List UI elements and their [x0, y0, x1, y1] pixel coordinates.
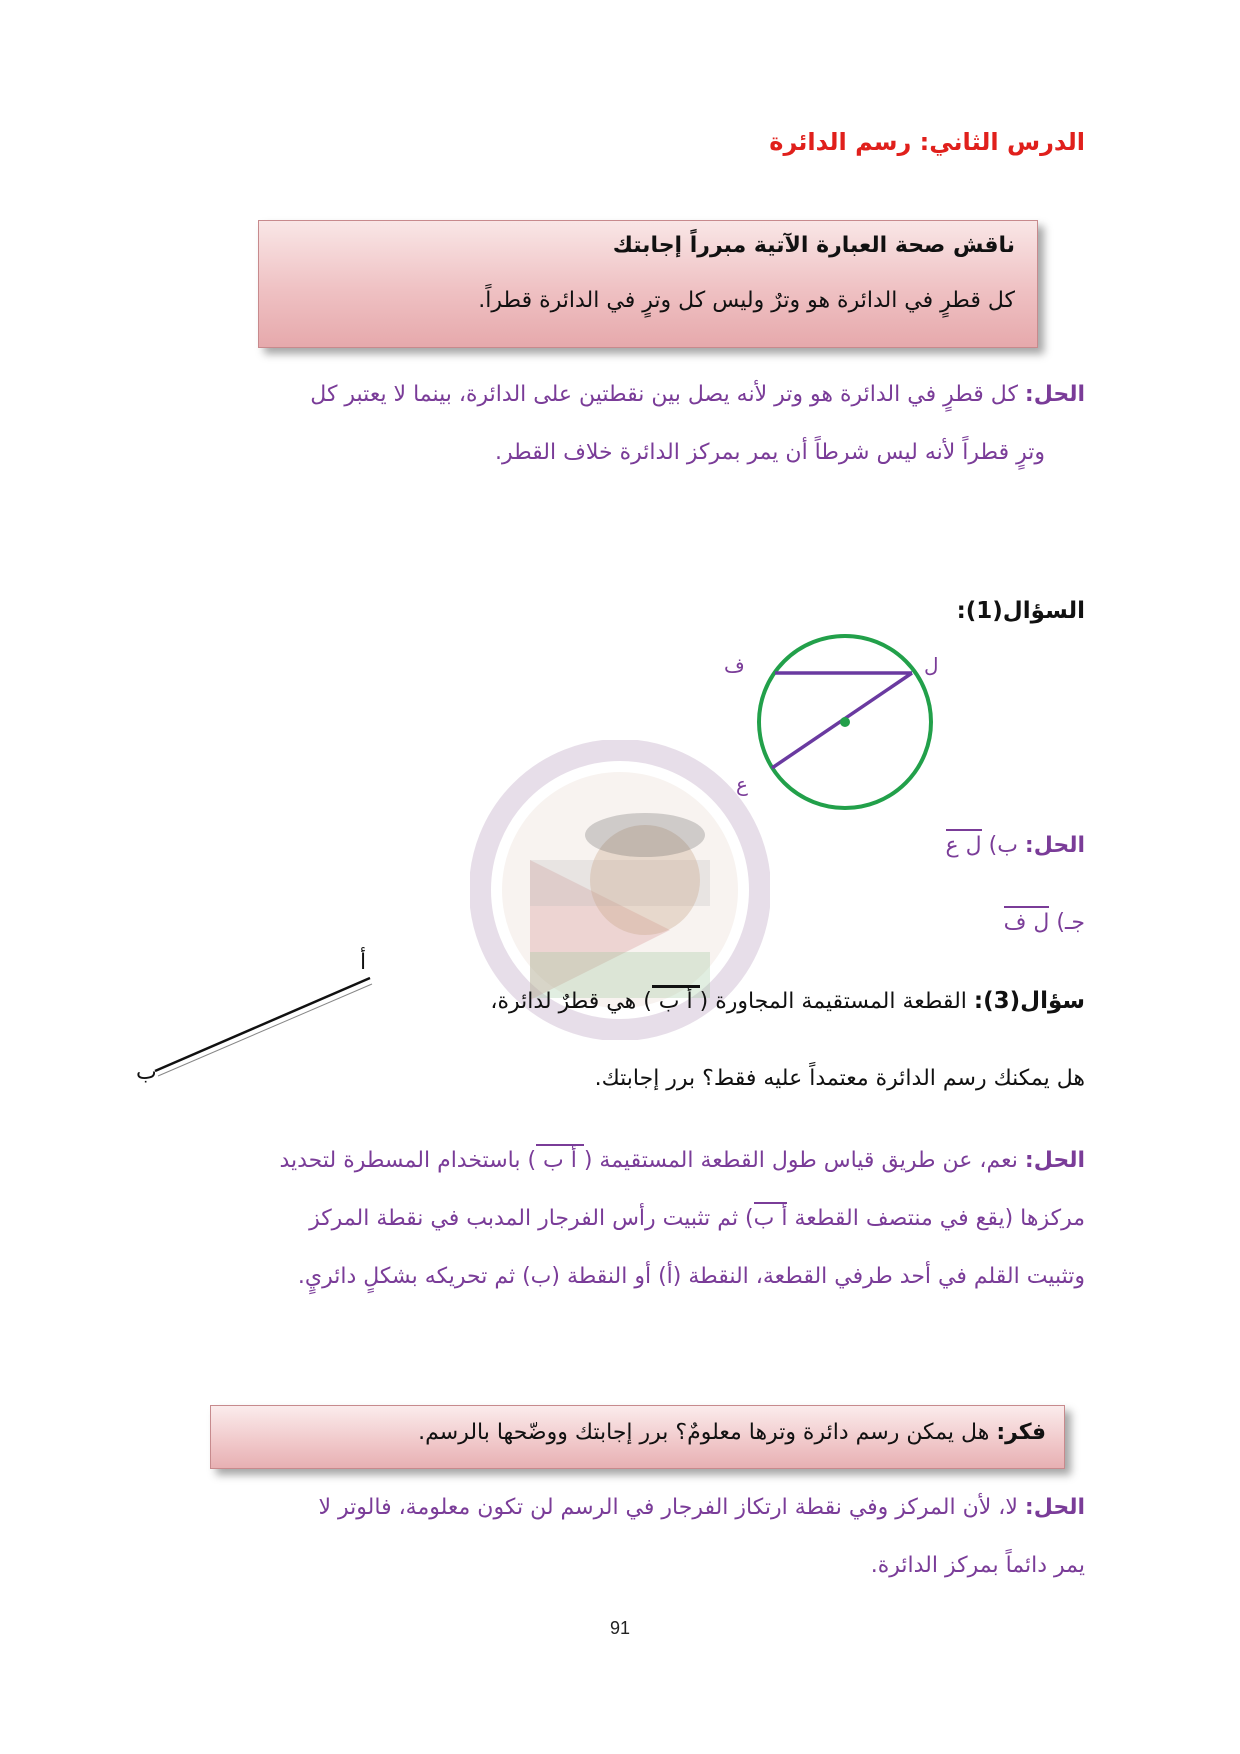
answer-b-prefix: ب)	[988, 833, 1018, 858]
solution-label: الحل:	[1024, 1495, 1085, 1520]
solution-4-line-2: يمر دائماً بمركز الدائرة.	[870, 1553, 1085, 1578]
segment-ab-solution-2: أ ب	[754, 1202, 788, 1231]
segment-lf: ل ف	[1004, 906, 1050, 935]
discuss-statement: كل قطرٍ في الدائرة هو وترٌ وليس كل وترٍ في الدائرة قطراً.	[478, 288, 1015, 313]
solution-3-line-3: وتثبيت القلم في أحد طرفي القطعة، النقطة (أ) أو النقطة (ب) ثم تحريكه بشكلٍ دائريٍ.	[297, 1264, 1085, 1289]
point-label-e: ع	[736, 772, 748, 796]
discuss-box	[258, 220, 1038, 348]
segment-ab-figure	[150, 960, 390, 1080]
question-1-label: السؤال(1):	[956, 598, 1085, 624]
question-3	[490, 988, 1085, 1014]
solution-4	[145, 1479, 1085, 1595]
think-question: هل يمكن رسم دائرة وترها معلومٌ؟ برر إجابتك ووضّحها بالرسم.	[418, 1420, 997, 1445]
solution-1	[165, 366, 1085, 482]
solution-1-text-1: كل قطرٍ في الدائرة هو وتر لأنه يصل بين نقطتين على الدائرة، بينما لا يعتبر كل	[310, 382, 1025, 407]
segment-ab	[155, 978, 370, 1071]
answer-label: الحل:	[1024, 833, 1085, 858]
think-label: فكر:	[996, 1420, 1046, 1445]
point-label-a: أ	[360, 950, 367, 975]
solution-3-line-1	[145, 1132, 1085, 1190]
solution-3-text-1a: نعم، عن طريق قياس طول القطعة المستقيمة (	[583, 1148, 1025, 1173]
segment-ab-label: أ ب	[652, 985, 700, 1014]
point-label-b: ب	[136, 1060, 157, 1085]
discuss-heading: ناقش صحة العبارة الآتية مبرراً إجابتك	[612, 233, 1015, 258]
question-3-line-2: هل يمكنك رسم الدائرة معتمداً عليه فقط؟ برر إجابتك.	[594, 1066, 1085, 1091]
solution-3-text-2b: ) ثم تثبيت رأس الفرجار المدبب في نقطة المركز	[309, 1206, 754, 1231]
question-3-text-after: ) هي قطرٌ لدائرة،	[490, 989, 652, 1014]
solution-3-text-2a: مركزها (يقع في منتصف القطعة	[794, 1206, 1085, 1231]
solution-label: الحل:	[1024, 382, 1085, 407]
question-3-label: سؤال(3):	[973, 988, 1085, 1014]
lesson-title: الدرس الثاني: رسم الدائرة	[769, 128, 1085, 156]
solution-label: الحل:	[1024, 1148, 1085, 1173]
question-3-text-before: القطعة المستقيمة المجاورة (	[699, 989, 974, 1014]
solution-3-line-2	[145, 1190, 1085, 1248]
solution-4-line-1	[145, 1479, 1085, 1537]
solution-1-line-1	[165, 366, 1085, 424]
think-text	[418, 1420, 1046, 1445]
solution-1-line-2: وترٍ قطراً لأنه ليس شرطاً أن يمر بمركز الدائرة خلاف القطر.	[494, 440, 1045, 465]
point-label-l: ل	[924, 653, 939, 677]
segment-ab-solution: أ ب	[536, 1144, 584, 1173]
question-1-answer-b	[946, 816, 1086, 876]
segment-le: ل ع	[946, 829, 982, 858]
point-label-f: ف	[724, 653, 745, 677]
center-point	[840, 717, 850, 727]
page-number: 91	[609, 1618, 631, 1638]
solution-3	[145, 1132, 1085, 1306]
think-box	[210, 1405, 1065, 1469]
answer-c-prefix: جـ)	[1056, 910, 1085, 935]
solution-3-text-1b: ) باستخدام المسطرة لتحديد	[279, 1148, 537, 1173]
question-1-answer-c	[1004, 893, 1085, 953]
solution-4-text-1: لا، لأن المركز وفي نقطة ارتكاز الفرجار في الرسم لن تكون معلومة، فالوتر لا	[318, 1495, 1025, 1520]
